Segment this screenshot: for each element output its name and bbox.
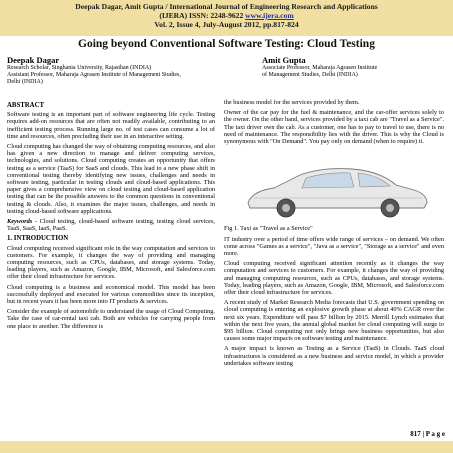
author-affiliation: of Management Studies, Delhi (INDIA) — [262, 72, 358, 78]
introduction-heading: 1. INTRODUCTION — [7, 235, 69, 243]
journal-header-line1: Deepak Dagar, Amit Gupta / International Journal of Engineering Research and Applications — [75, 2, 378, 11]
body-paragraph: the business model for the services provided by them. — [224, 99, 360, 106]
car-illustration — [248, 169, 427, 217]
page-number: 817 | P a g e — [410, 430, 445, 438]
abstract-paragraph: Software testing is an important part of software engineering life cycle. Testing requires add-on resources that are often not readily available, contributing to an inefficient testing process. Running large no. of test cases can consume a lot of time and resources, often precluding their use in an interactive setting. — [7, 111, 215, 140]
footer-band — [0, 441, 453, 453]
keywords-text: - Cloud testing, cloud-based software testing, testing cloud services, TaaS, SaaS, IaaS, PaaS. — [7, 218, 215, 233]
journal-issn: (IJERA) ISSN: 2248-9622 — [159, 11, 246, 20]
author-name: Deepak Dagar — [7, 55, 60, 65]
taxi-car-figure — [230, 153, 438, 221]
keywords-label: Keywords — [7, 218, 33, 226]
body-paragraph: Cloud computing received significant role in the way computation and services to customers. For example, it changes the way of providing and managing computing resources, such as CPUs, databases, and storage systems. Today, leading players, such as Amazon, Google, IBM, Microsoft, and Salesforce.com offer their cloud infrastructure for services. — [7, 244, 215, 281]
author-affiliation: Assistant Professor, Maharaja Agrasen Institute of Management Studies, — [7, 72, 181, 78]
left-column — [7, 99, 215, 333]
journal-header-line3: Vol. 2, Issue 4, July-August 2012, pp.817-824 — [154, 20, 299, 29]
body-paragraph: Cloud computing received significant attention recently as it changes the way computation and services to customers. For example, it changes the way of providing and managing computing resources, such as CPUs, databases, and storage systems. Today, leading players, such as Amazon, Google, IBM, Microsoft, and Salesforce.com offer their cloud infrastructure for services. — [224, 260, 444, 297]
body-paragraph: Consider the example of automobile to understand the usage of Cloud Computing. Take the case of car-rental taxi cab. Both are vehicles for carrying people from one place to another. The difference is — [7, 308, 215, 330]
body-paragraph: A major impact is known as Testing as a Service (TaaS) in Clouds. TaaS cloud infrastructures is considered as a new business and service model, in which a provider undertakes software testing — [224, 345, 444, 367]
abstract-paragraph: Cloud computing has changed the way of obtaining computing resources, and also has given a new direction to manage and deliver computing services, technologies, and solutions. Cloud computing creates an opportunity that offers testing as a service (TaaS) for SaaS and clouds. This lead to a new phase shift in conventional testing thereby identifying new issues, challenges and needs in software testing, particular in testing clouds and cloud-based applications. This paper gives a comprehensive view on cloud testing and cloud-based application testing that can be the possible answers to the common questions in conventional testing & clouds. Also, it examines the major issues, challenges, and needs in testing cloud-based software applications. — [7, 143, 215, 215]
author-name: Amit Gupta — [262, 55, 306, 65]
figure-caption: Fig 1. Taxi as "Travel as a Service" — [224, 225, 313, 233]
author-affiliation: Research Scholar, Singhania University, Rajasthan (INDIA) — [7, 65, 152, 71]
author-block-2 — [262, 55, 447, 79]
keywords-paragraph — [7, 218, 215, 232]
journal-header — [0, 0, 453, 36]
author-affiliation: Delhi (INDIA) — [7, 79, 43, 85]
right-column — [224, 99, 444, 370]
body-paragraph: Owner of the car pay for the fuel & maintenance, and the car-offer services solely to the owner. On the other hand, services provided by a taxi cab are "Travel as a Service". The taxi driver own the cab. As a customer, one has to pay to travel to use, there is no need of maintenance. The responsibility lies with the driver. This is why the Cloud is synonymous with "On Demand". You pay only on demand (when to require) it. — [224, 109, 444, 146]
journal-header-line2 — [0, 11, 453, 20]
body-paragraph: A recent study of Market Research Media forecasts that U.S. government spending on cloud computing is entering an explosive growth phase at about 40% CAGR over the next six years. Expenditure will pass $7 billion by 2015. Merrill Lynch estimates that within the next five years, the annual global market for cloud computing will surge to $95 billion. Cloud computing not only brings new business opportunities, but also causes some major impacts on software testing and maintenance. — [224, 299, 444, 343]
paper-title: Going beyond Conventional Software Testing: Cloud Testing — [78, 38, 375, 50]
abstract-heading: ABSTRACT — [7, 102, 45, 109]
journal-url-link[interactable]: www.ijera.com — [245, 11, 294, 20]
author-affiliation: Associate Professor, Maharaja Agrasen Institute — [262, 65, 378, 71]
author-block-1 — [7, 55, 222, 86]
body-paragraph: Cloud computing is a business and economical model. This model has been successfully deployed and executed for various commodities since its inception, but in recent years it has been more into IT products & services. — [7, 283, 215, 306]
body-paragraph: IT industry over a period of time offers wide range of services – on demand. We often come across "Games as a service", "Java as a service", "Storage as a service" and even more. — [224, 235, 444, 258]
